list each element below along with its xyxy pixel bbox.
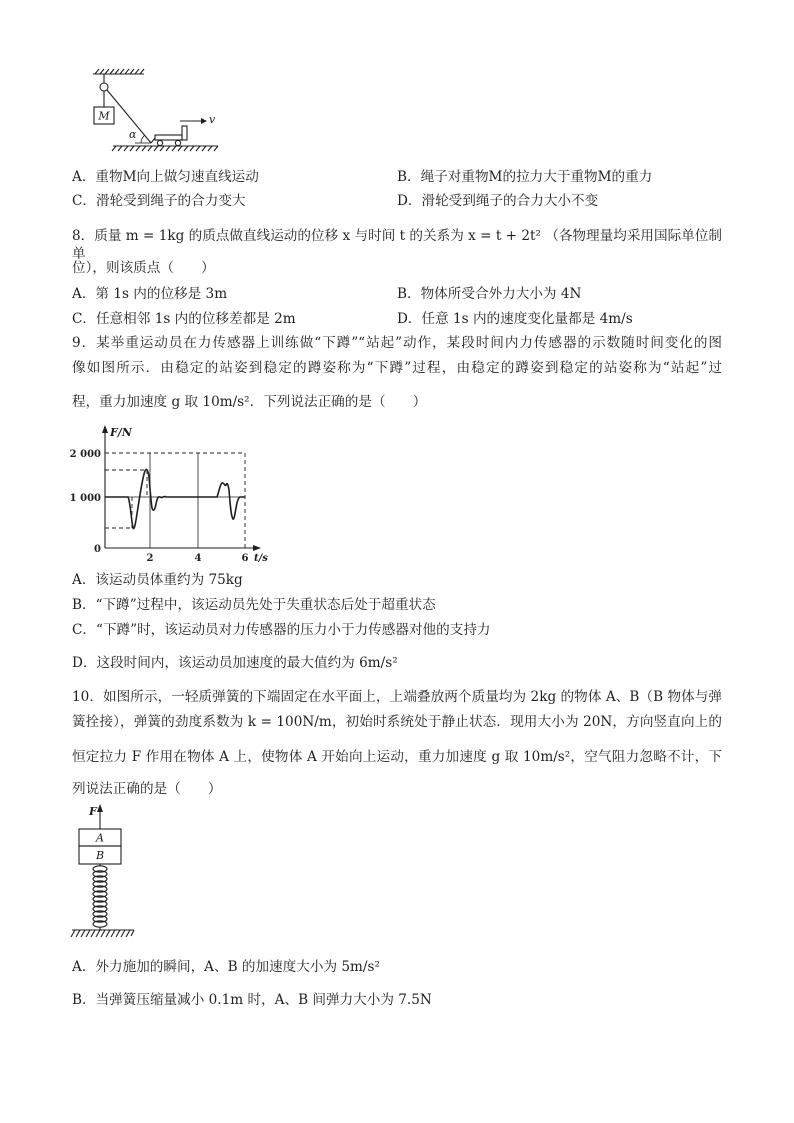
q8-option-a: A．第 1s 内的位移是 3m bbox=[72, 286, 228, 302]
x-tick-label: 6 bbox=[241, 553, 249, 564]
pulley bbox=[100, 83, 108, 91]
y-tick-label: 0 bbox=[94, 544, 101, 555]
block-a-label: A bbox=[96, 831, 104, 845]
q7-option-d: D．滑轮受到绳子的合力大小不变 bbox=[397, 193, 599, 209]
q8-option-c: C．任意相邻 1s 内的位移差都是 2m bbox=[72, 311, 296, 327]
cart-hook bbox=[151, 138, 155, 143]
q10-option-a: A．外力施加的瞬间，A、B 的加速度大小为 5m/s² bbox=[72, 959, 380, 975]
q8-stem-line: 8．质量 m = 1kg 的质点做直线运动的位移 x 与时间 t 的关系为 x = t + 2t² （各物理量均采用国际单位制单 bbox=[72, 228, 722, 262]
cart-wheel bbox=[157, 140, 162, 145]
q7-option-c: C．滑轮受到绳子的合力变大 bbox=[72, 193, 246, 209]
velocity-arrowhead bbox=[201, 118, 207, 124]
spring-block-diagram bbox=[70, 802, 142, 944]
q10-stem-line: 10．如图所示，一轻质弹簧的下端固定在水平面上，上端叠放两个质量均为 2kg 的物体 A、B（B 物体与弹 bbox=[72, 689, 722, 705]
ground bbox=[71, 930, 134, 937]
q10-stem-line: 列说法正确的是（ ） bbox=[72, 781, 222, 797]
q8-option-b: B．物体所受合外力大小为 4N bbox=[397, 286, 582, 302]
x-axis-arrowhead bbox=[253, 545, 261, 551]
ceiling bbox=[93, 69, 144, 74]
angle-arc bbox=[141, 135, 145, 143]
velocity-label: v bbox=[209, 113, 216, 126]
cart-wheel bbox=[175, 140, 180, 145]
q10-option-b: B．当弹簧压缩量减小 0.1m 时，A、B 间弹力大小为 7.5N bbox=[72, 992, 432, 1008]
force-label: F bbox=[89, 805, 97, 818]
q9-option-a: A．该运动员体重约为 75kg bbox=[72, 572, 243, 588]
pulley-cart-diagram bbox=[88, 66, 223, 154]
q9-stem-line: 9．某举重运动员在力传感器上训练做“下蹲”“站起”动作，某段时间内力传感器的示数随时间变化的图 bbox=[72, 335, 722, 351]
force-curve bbox=[105, 469, 245, 528]
q9-stem-line: 程，重力加速度 g 取 10m/s²．下列说法正确的是（ ） bbox=[72, 394, 427, 410]
force-arrowhead bbox=[97, 804, 103, 812]
x-axis-label: t/s bbox=[254, 553, 268, 564]
block-b-label: B bbox=[95, 849, 105, 862]
cart-upright bbox=[182, 126, 187, 140]
q8-option-d: D．任意 1s 内的速度变化量都是 4m/s bbox=[397, 311, 633, 327]
mass-label: M bbox=[98, 109, 110, 123]
force-time-graph bbox=[70, 422, 275, 564]
ground bbox=[112, 146, 218, 151]
y-axis-label: F/N bbox=[110, 426, 132, 439]
q7-option-a: A．重物M向上做匀速直线运动 bbox=[72, 169, 259, 185]
y-axis-arrowhead bbox=[102, 425, 108, 433]
x-tick-label: 4 bbox=[194, 553, 202, 564]
cart-platform bbox=[155, 135, 182, 140]
q7-option-b: B．绳子对重物M的拉力大于重物M的重力 bbox=[397, 169, 653, 185]
q8-stem-line: 位），则该质点（ ） bbox=[72, 260, 215, 276]
x-tick-label: 2 bbox=[146, 553, 154, 564]
q9-option-d: D．这段时间内，该运动员加速度的最大值约为 6m/s² bbox=[72, 655, 398, 671]
q10-stem-line: 簧拴接），弹簧的劲度系数为 k = 100N/m，初始时系统处于静止状态．现用大小为 20N，方向竖直向上的 bbox=[72, 714, 722, 730]
q9-option-b: B．“下蹲”过程中，该运动员先处于失重状态后处于超重状态 bbox=[72, 597, 436, 613]
angle-label: α bbox=[129, 128, 137, 141]
y-tick-label: 2 000 bbox=[69, 449, 101, 460]
q9-stem-line: 像如图所示．由稳定的站姿到稳定的蹲姿称为“下蹲”过程，由稳定的蹲姿到稳定的站姿称为“站起”过 bbox=[72, 360, 722, 376]
q9-option-c: C．“下蹲”时，该运动员对力传感器的压力小于力传感器对他的支持力 bbox=[72, 622, 491, 638]
spring bbox=[93, 866, 107, 927]
y-tick-label: 1 000 bbox=[69, 493, 101, 504]
q10-stem-line: 恒定拉力 F 作用在物体 A 上，使物体 A 开始向上运动，重力加速度 g 取 10m/s²，空气阻力忽略不计，下 bbox=[72, 749, 722, 765]
